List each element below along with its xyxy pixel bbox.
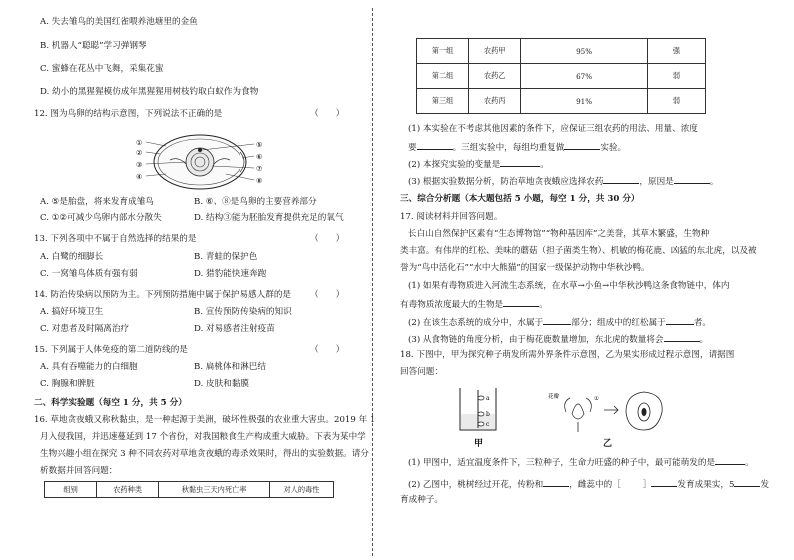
- q17-sub1-line2: 有毒物质浓度最大的生物是 。: [400, 297, 548, 311]
- table-cell: 弱: [647, 89, 705, 114]
- answer-blank[interactable]: [564, 140, 600, 150]
- answer-blank[interactable]: [543, 477, 569, 487]
- bird-egg-diagram: [136, 130, 268, 192]
- q13-option-b: B. 青蛙的保护色: [194, 252, 258, 262]
- q17-sub1-line1: (1) 如果有毒物质进入河流生态系统，在水草→小鱼→中华秋沙鸭这条食物链中，体内: [408, 281, 730, 291]
- q14-stem: 14. 防治传染病以预防为主。下列预防措施中属于保护易感人群的是: [34, 290, 292, 300]
- table-cell: 91%: [521, 89, 648, 114]
- q16-sub3: (3) 根据实验数据分析，防治草地贪夜蛾应选择农药 ，原因是 。: [408, 174, 718, 188]
- answer-blank[interactable]: [543, 315, 571, 325]
- answer-blank[interactable]: [417, 140, 453, 150]
- label-line-1: [146, 142, 166, 146]
- pesticide-table-header: [44, 481, 334, 498]
- q15-option-b: B. 扁桃体和淋巴结: [194, 362, 266, 372]
- q17-stem: 17. 阅读材料并回答问题。: [400, 212, 503, 222]
- q17-para-1: 长白山自然保护区素有“生态博物馆”“物种基因库”之美誉，其草木繁盛，生物种: [408, 229, 710, 239]
- pistil: [572, 404, 584, 419]
- q17-sub2: (2) 在该生态系统的成分中，水属于 部分；组成中的红松属于 者。: [408, 315, 711, 329]
- table-cell: 第一组: [417, 39, 469, 64]
- q15-paren: （ ）: [310, 345, 345, 355]
- petal-right: [586, 398, 591, 412]
- q18-stem-2: 回答问题：: [400, 367, 443, 377]
- seed-b: [478, 412, 484, 416]
- petal-label: 花瓣: [548, 394, 560, 400]
- q16-text-3: 生物兴趣小组在探究 3 种不同农药对草地贪夜蛾的毒杀效果时，得出的实验数据。请分: [40, 449, 369, 459]
- yolk: [186, 148, 214, 176]
- answer-blank[interactable]: [500, 157, 540, 167]
- egg-label-8: ⑧: [256, 177, 263, 185]
- q11-option-d: D. 幼小的黑猩猩模仿成年黑猩猩用树枝钓取白蚁作为食物: [40, 87, 259, 97]
- egg-label-2: ②: [136, 149, 143, 157]
- table-header-death-rate: 秋黏虫三天内死亡率: [159, 482, 270, 498]
- q12-option-c: C. ①②可减少鸟卵内部水分散失: [40, 213, 162, 223]
- germinal-disc: [198, 148, 202, 152]
- table-row: [417, 64, 706, 89]
- table-cell: 农药乙: [469, 64, 521, 89]
- seed-label-c: c: [486, 421, 490, 428]
- table-header-group: 组别: [45, 482, 97, 498]
- q12-option-a: A. ⑤是胎盘，将来发育成雏鸟: [40, 197, 154, 207]
- pesticide-table-body: [416, 38, 706, 114]
- q16-sub2: (2) 本探究实验的变量是 。: [408, 157, 549, 171]
- table-header-toxicity: 对人的毒性: [270, 482, 334, 498]
- q18-stem-1: 18. 下图中，甲为探究种子萌发所需外界条件示意图，乙为果实形成过程示意图，请据图: [400, 350, 735, 360]
- answer-blank[interactable]: [664, 332, 700, 342]
- egg-label-4: ④: [136, 173, 143, 181]
- arrow: [604, 406, 618, 414]
- figure-label-yi: 乙: [603, 439, 613, 449]
- q13-option-a: A. 白鹭的细脚长: [40, 252, 104, 262]
- seed-c: [478, 422, 484, 426]
- q13-option-c: C. 一窝雏鸟体质有强有弱: [40, 269, 138, 279]
- section-3-title: 三、综合分析题（本大题包括 5 小题，每空 1 分，共 30 分）: [400, 194, 640, 204]
- answer-blank[interactable]: [651, 477, 677, 487]
- q16-sub1-line1: (1) 本实验在不考虑其他因素的条件下，应保证三组农药的用法、用量、浓度: [408, 124, 698, 134]
- q11-option-c: C. 蜜蜂在花丛中飞舞，采集花蜜: [40, 64, 164, 74]
- q17-para-2: 类丰富。有伟岸的红松、美味的蘑菇（担子菌类生物）、机敏的梅花鹿、凶猛的东北虎，以及被: [400, 246, 757, 256]
- table-cell: 第三组: [417, 89, 469, 114]
- answer-blank[interactable]: [734, 477, 760, 487]
- q18-sub2-cont: 育成种子。: [400, 495, 443, 505]
- q12-stem: 12. 图为鸟卵的结构示意图，下列说法不正确的是: [34, 109, 223, 119]
- q12-option-d: D. 结构③能为胚胎发育提供充足的氧气: [194, 213, 344, 223]
- q17-sub3: (3) 从食物链的角度分析，由于梅花鹿数量增加，东北虎的数量将会 。: [408, 332, 708, 346]
- q16-text-1: 16. 草地贪夜蛾又称秋黏虫，是一种起源于美洲，破坏性极强的农业重大害虫。2019 年 1: [34, 415, 376, 425]
- figure-label-jia: 甲: [474, 439, 484, 449]
- seed-label-a: a: [486, 395, 490, 402]
- q12-paren: （ ）: [310, 109, 345, 119]
- section-2-title: 二、科学实验题（每空 1 分，共 5 分）: [34, 398, 187, 408]
- q14-option-a: A. 搞好环境卫生: [40, 307, 104, 317]
- table-row: [417, 39, 706, 64]
- seed-a: [478, 396, 484, 400]
- egg-label-7: ⑦: [256, 165, 263, 173]
- q12-option-b: B. ⑥、⑧是鸟卵的主要营养部分: [194, 197, 317, 207]
- q13-stem: 13. 下列各项中不属于自然选择的结果的是: [34, 234, 197, 244]
- q13-paren: （ ）: [310, 234, 345, 244]
- table-cell: 农药丙: [469, 89, 521, 114]
- egg-label-1: ①: [136, 139, 143, 147]
- q18-sub1: (1) 甲图中，适宜温度条件下，三粒种子，生命力旺盛的种子中，最可能萌发的是 。: [408, 455, 754, 469]
- seed-label-b: b: [486, 411, 490, 418]
- egg-label-5: ⑤: [256, 141, 263, 149]
- q16-text-2: 月入侵我国，并迅速蔓延到 17 个省份，对我国粮食生产构成重大威胁。下表为某中学: [40, 432, 366, 442]
- table-row: [417, 89, 706, 114]
- embryo: [642, 408, 647, 416]
- table-cell: 67%: [521, 64, 648, 89]
- petal-left: [565, 398, 570, 412]
- q17-para-3: 誉为“鸟中活化石”“水中大熊猫”的国家一级保护动物中华秋沙鸭。: [400, 263, 650, 273]
- seed-germination-figure: [450, 384, 506, 434]
- answer-blank[interactable]: [666, 315, 694, 325]
- answer-blank[interactable]: [503, 297, 539, 307]
- q16-sub1-line2: 要 。三组实验中，每组均重复做 实验。: [408, 140, 626, 154]
- table-cell: 弱: [647, 64, 705, 89]
- answer-blank[interactable]: [674, 174, 710, 184]
- fruit-formation-figure: [548, 384, 668, 434]
- q11-option-b: B. 机器人“聪聪”学习弹钢琴: [40, 41, 147, 51]
- q15-option-c: C. 胸腺和脾脏: [40, 379, 95, 389]
- q15-option-d: D. 皮肤和黏膜: [194, 379, 250, 389]
- answer-blank[interactable]: [715, 455, 745, 465]
- q15-stem: 15. 下列属于人体免疫的第二道防线的是: [34, 345, 188, 355]
- q14-option-d: D. 对易感者注射疫苗: [194, 324, 275, 334]
- table-header-pesticide: 农药种类: [97, 482, 159, 498]
- egg-label-3: ③: [136, 161, 143, 169]
- q13-option-d: D. 猎豹能快速奔跑: [194, 269, 267, 279]
- flower-label-1: ①: [594, 396, 599, 402]
- egg-label-6: ⑥: [256, 153, 263, 161]
- table-cell: 95%: [521, 39, 648, 64]
- q16-text-4: 析数据并回答问题：: [40, 466, 118, 476]
- q11-option-a: A. 失去雏鸟的美国红雀喂养池塘里的金鱼: [40, 17, 198, 27]
- q14-option-c: C. 对患者及时隔离治疗: [40, 324, 130, 334]
- table-cell: 农药甲: [469, 39, 521, 64]
- table-cell: 第二组: [417, 64, 469, 89]
- q14-option-b: B. 宣传预防传染病的知识: [194, 307, 292, 317]
- table-cell: 强: [647, 39, 705, 64]
- column-divider: [372, 8, 373, 556]
- answer-blank[interactable]: [603, 174, 639, 184]
- q14-paren: （ ）: [310, 290, 345, 300]
- q18-sub2: (2) 乙图中，桃树经过开花，传粉和 ，雌蕊中的［ ］ 发育成果实，5 发: [408, 477, 769, 491]
- q15-option-a: A. 具有吞噬能力的白细胞: [40, 362, 138, 372]
